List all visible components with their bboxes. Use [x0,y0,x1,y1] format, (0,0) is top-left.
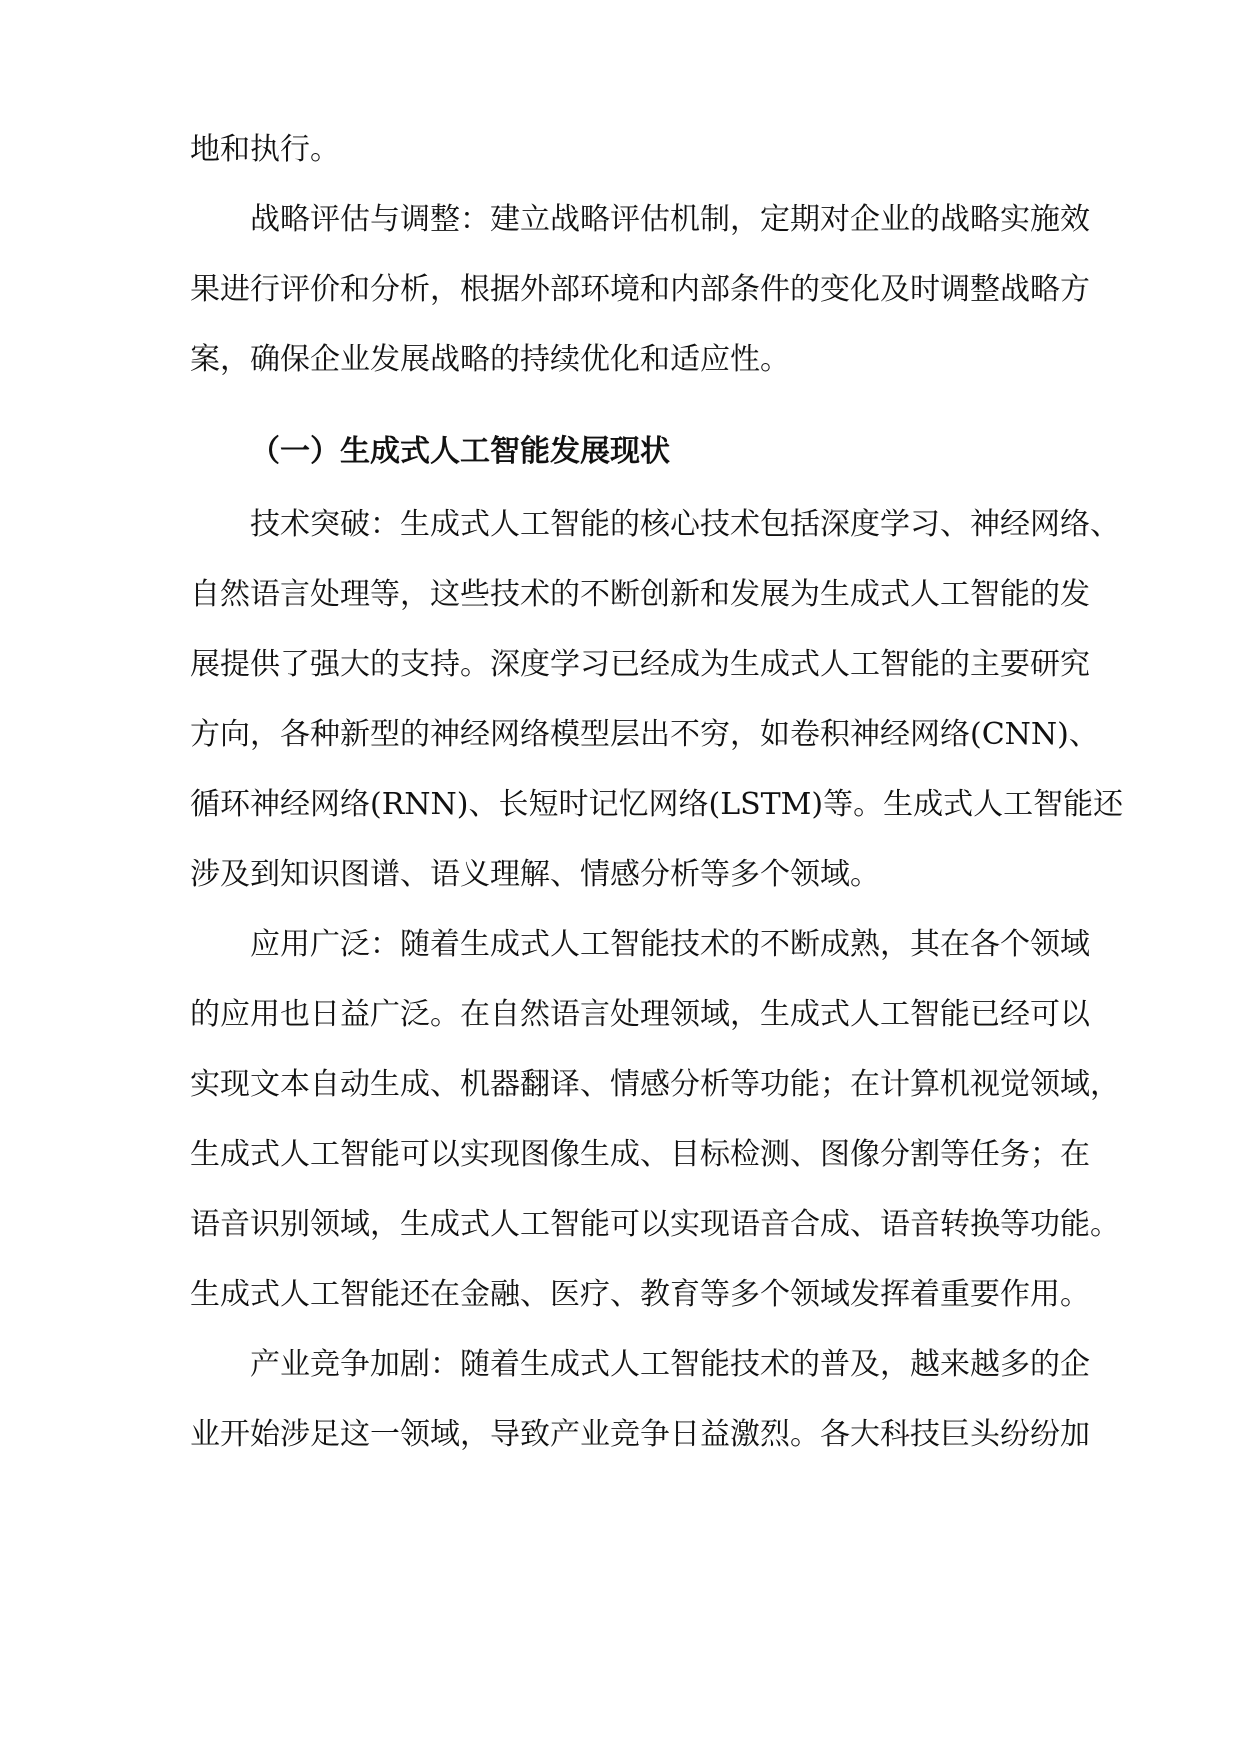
paragraph-line: 的应用也日益广泛。在自然语言处理领域，生成式人工智能已经可以 [190,997,1090,1032]
paragraph-line: 技术突破：生成式人工智能的核心技术包括深度学习、神经网络、 [250,507,1120,542]
paragraph-line: 业开始涉足这一领域，导致产业竞争日益激烈。各大科技巨头纷纷加 [190,1417,1090,1452]
paragraph-line: 生成式人工智能还在金融、医疗、教育等多个领域发挥着重要作用。 [190,1277,1090,1312]
paragraph-line: 应用广泛：随着生成式人工智能技术的不断成熟，其在各个领域 [250,927,1090,962]
paragraph-line: 自然语言处理等，这些技术的不断创新和发展为生成式人工智能的发 [190,577,1090,612]
paragraph-line: 语音识别领域，生成式人工智能可以实现语音合成、语音转换等功能。 [190,1207,1120,1242]
paragraph-line: 案，确保企业发展战略的持续优化和适应性。 [190,342,790,377]
paragraph-line: 实现文本自动生成、机器翻译、情感分析等功能；在计算机视觉领域， [190,1067,1120,1102]
paragraph-line: 展提供了强大的支持。深度学习已经成为生成式人工智能的主要研究 [190,647,1090,682]
paragraph-line: 地和执行。 [190,132,340,167]
paragraph-line: 战略评估与调整：建立战略评估机制，定期对企业的战略实施效 [250,202,1090,237]
paragraph-line: 涉及到知识图谱、语义理解、情感分析等多个领域。 [190,857,880,892]
section-heading: （一）生成式人工智能发展现状 [250,434,670,469]
paragraph-line: 方向，各种新型的神经网络模型层出不穷，如卷积神经网络(CNN)、 [190,717,1099,752]
paragraph-line: 循环神经网络(RNN)、长短时记忆网络(LSTM)等。生成式人工智能还 [190,787,1124,822]
paragraph-line: 果进行评价和分析，根据外部环境和内部条件的变化及时调整战略方 [190,272,1090,307]
paragraph-line: 产业竞争加剧：随着生成式人工智能技术的普及，越来越多的企 [250,1347,1090,1382]
paragraph-line: 生成式人工智能可以实现图像生成、目标检测、图像分割等任务；在 [190,1137,1090,1172]
